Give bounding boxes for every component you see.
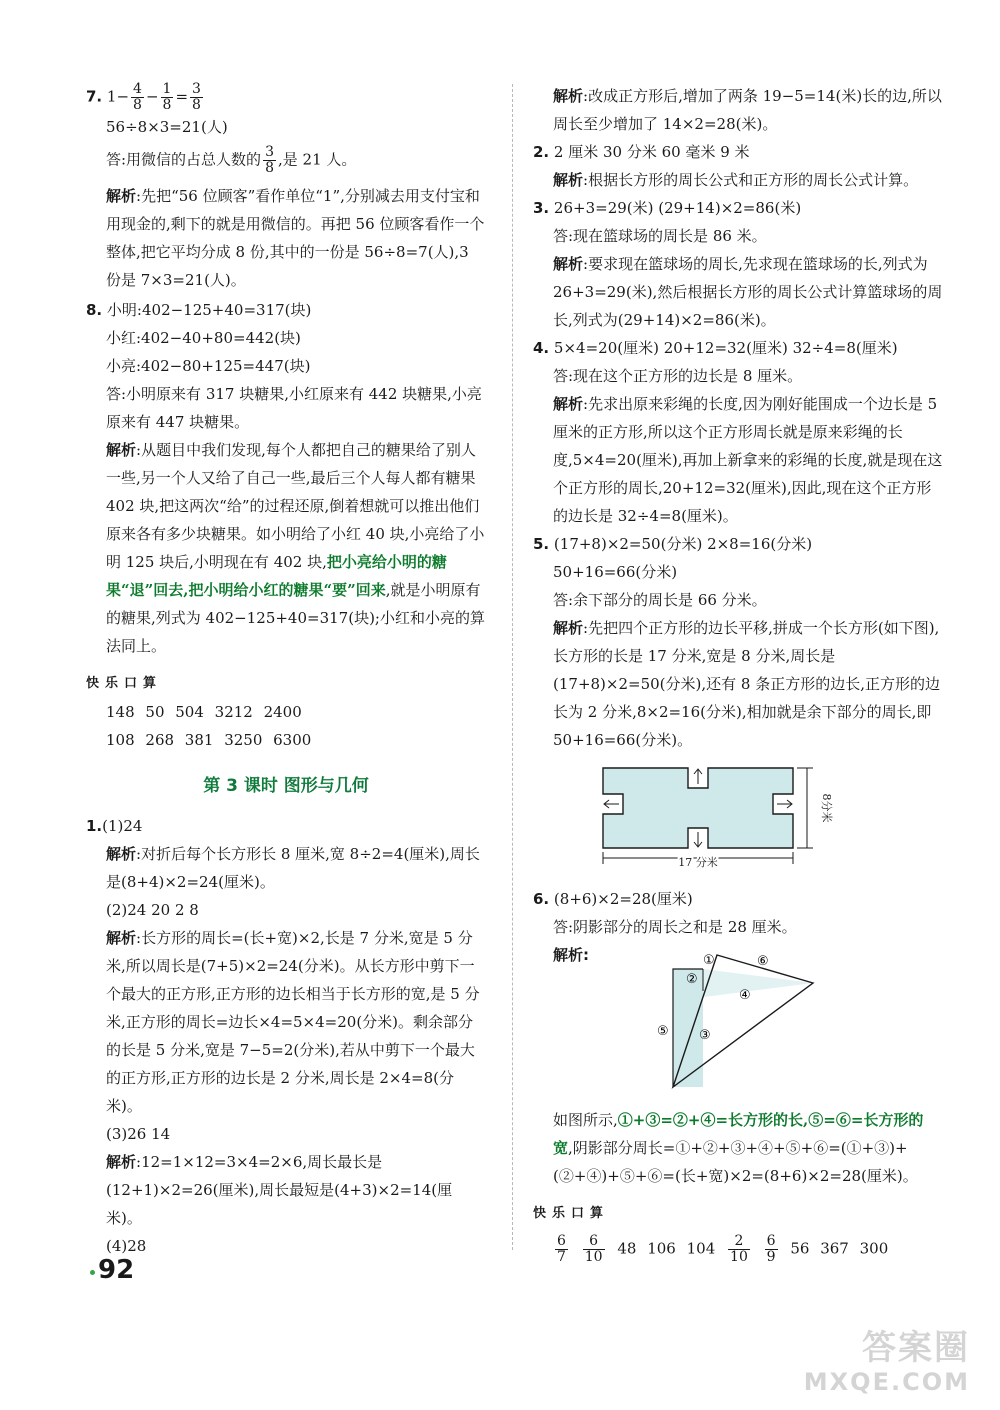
- g1-a3-jiexi-label: 解析: [106, 1153, 137, 1171]
- r2-jiexi-label: 解析: [553, 171, 584, 189]
- frac-top: 6: [766, 1233, 776, 1249]
- g1-a1: (1)24: [102, 817, 143, 835]
- g1-a4: (4)28: [106, 1237, 147, 1255]
- frac-bottom: 9: [766, 1249, 776, 1265]
- r3-number: 3.: [533, 199, 550, 217]
- watermark-url: MXQE.COM: [803, 1368, 970, 1396]
- q7-eq-a: 1−: [106, 87, 130, 106]
- top-jiexi: :改成正方形后,增加了两条 19−5=14(米)长的边,所以周长至少增加了 14×2=28(米)。: [553, 87, 942, 133]
- frac-top: 6: [583, 1234, 605, 1250]
- page-number: 92: [98, 1255, 135, 1285]
- q7-answer-pre: 答:用微信的占总人数的: [106, 150, 262, 169]
- frac-top: 2: [728, 1234, 750, 1250]
- kuaile-frac-3: [728, 1234, 750, 1265]
- r4-jiexi-label: 解析: [553, 395, 584, 413]
- circled-4: ④: [739, 988, 751, 1003]
- g1-a3-jiexi: :12=1×12=3×4=2×6,周长最长是(12+1)×2=26(厘米),周长最短是(4+3)×2=14(厘米)。: [106, 1153, 453, 1227]
- frac-bottom: 8: [133, 97, 142, 113]
- r6-after-post: ,阴影部分周长=①+②+③+④+⑤+⑥=(①+③)+(②+④)+⑤+⑥=(长+宽)×2=(8+6)×2=28(厘米)。: [553, 1139, 918, 1185]
- left-column: [86, 82, 486, 1260]
- q8-answer: 答:小明原来有 317 块糖果,小红原来有 442 块糖果,小亮原来有 447 块糖果。: [106, 385, 482, 431]
- r5-jiexi: :先把四个正方形的边长平移,拼成一个长方形(如下图),长方形的长是 17 分米,宽是 8 分米,周长是(17+8)×2=50(分米),还有 8 条正方形的边长,正方形的边长为 2 分米,8×2=16(分米),相加就是余下部分的周长,即 50+16=66(分米)。: [553, 619, 940, 749]
- r6-number: 6.: [533, 890, 550, 908]
- g1-a2-jiexi-label: 解析: [106, 929, 137, 947]
- watermark-logo: 答案圈: [862, 1328, 970, 1368]
- g1-a3: (3)26 14: [106, 1125, 171, 1143]
- kuaile-n6: 300: [859, 1239, 889, 1258]
- page-dot-icon: [90, 1270, 95, 1275]
- q7-answer-frac: [263, 145, 276, 176]
- q7-line2: 56÷8×3=21(人): [106, 118, 228, 136]
- q8-line3: 小亮:402−80+125=447(块): [106, 357, 311, 375]
- kuaile-n1: 48: [617, 1239, 637, 1258]
- kuaile-row1: 148 50 504 3212 2400: [106, 703, 302, 721]
- r5-figure: [533, 760, 943, 879]
- kuaile-section-left: [86, 670, 486, 754]
- q8-jiexi-highlight: 把小亮给小明的糖果“退”回去,把小明给小红的糖果“要”回来: [106, 553, 447, 599]
- q8-jiexi-a: :从题目中我们发现,每个人都把自己的糖果给了别人一些,另一个人又给了自己一些,最后三个人每人都有糖果 402 块,把这两次“给”的过程还原,倒着想就可以推出他们原来各有多少块糖果。如小明给了小红 40 块,小亮给了小明 125 块后,小明现在有 402 块,: [106, 441, 485, 571]
- r6-figure: [533, 951, 943, 1100]
- r4-answer: 答:现在这个正方形的边长是 8 厘米。: [553, 367, 803, 385]
- kuaile-n5: 367: [820, 1239, 849, 1258]
- r3-text: 26+3=29(米) (29+14)×2=86(米): [553, 199, 802, 217]
- q7-answer-post: ,是 21 人。: [277, 150, 357, 169]
- question-r3: [533, 194, 943, 334]
- q7-frac-3: [190, 82, 203, 113]
- frac-top: 3: [265, 144, 274, 160]
- r2-text: 2 厘米 30 分米 60 毫米 9 米: [553, 143, 750, 161]
- r5-number: 5.: [533, 535, 550, 553]
- frac-bottom: 8: [265, 160, 274, 176]
- q7-number: 7.: [86, 87, 103, 106]
- kuaile-section-right: [533, 1200, 943, 1265]
- r6-jiexi-label: 解析: [553, 946, 584, 964]
- triangle-figure: [653, 951, 833, 1091]
- geometry-question-1: [86, 812, 486, 1260]
- r6-after-highlight: ①+③=②+④=长方形的长,⑤=⑥=长方形的宽: [553, 1111, 924, 1157]
- g1-number: 1.: [86, 817, 103, 835]
- frac-bottom: 10: [730, 1249, 748, 1265]
- g1-a1-jiexi: :对折后每个长方形长 8 厘米,宽 8÷2=4(厘米),周长是(8+4)×2=24(厘米)。: [106, 845, 480, 891]
- frac-bottom: 8: [162, 97, 172, 113]
- circled-2: ②: [686, 972, 698, 987]
- q7-frac-1: [131, 82, 144, 113]
- q8-number: 8.: [86, 301, 103, 319]
- frac-top: 6: [557, 1233, 566, 1249]
- column-divider: [512, 84, 513, 1250]
- height-label: 8分米: [820, 793, 833, 823]
- q8-jiexi-b: ,就是小明原有的糖果,列式为 402−125+40=317(块);小红和小亮的算法同上。: [106, 581, 485, 655]
- r4-text: 5×4=20(厘米) 20+12=32(厘米) 32÷4=8(厘米): [553, 339, 898, 357]
- frac-bottom: 10: [584, 1249, 603, 1265]
- kuaile-row2: 108 268 381 3250 6300: [106, 731, 312, 749]
- question-7: 7. 1− $\frac{4}{8}$ − $\frac{1}{8}$ = $\frac{3}{8}$ 56÷8×3=21(人) 答:用微信的占总人数的 $\frac{3}{8}$ ,是 21 人。 解析:先把“56 位顾客”看作单位“1”,分别减去用支付宝和用现金的,剩下的就是用微信的。再把 56 位顾客看作一个整体,把它平均分成 8 份,其中的一份是 56÷8=7(人),3 份是 7×3=21(人)。: [86, 81, 485, 289]
- r3-jiexi: :要求现在篮球场的周长,先求现在篮球场的长,列式为 26+3=29(米),然后根据长方形的周长公式计算篮球场的周长,列式为(29+14)×2=86(米)。: [553, 255, 943, 329]
- r6-jiexi-colon: :: [583, 946, 590, 964]
- kuaile-frac-1: [555, 1234, 568, 1265]
- kuaile-n2: 106: [647, 1239, 676, 1258]
- q7-frac-2: [161, 82, 174, 113]
- r5-answer: 答:余下部分的周长是 66 分米。: [553, 591, 767, 609]
- r6-text: (8+6)×2=28(厘米): [553, 890, 693, 908]
- circled-1: ①: [703, 953, 715, 968]
- kuaile-n4: 56: [790, 1239, 810, 1258]
- question-r5: [533, 530, 943, 879]
- right-column: [533, 82, 943, 1265]
- question-r4: [533, 334, 943, 530]
- width-label: 17 分米: [678, 856, 718, 869]
- r4-jiexi: :先求出原来彩绳的长度,因为刚好能围成一个边长是 5 厘米的正方形,所以这个正方形周长就是原来彩绳的长度,5×4=20(厘米),再加上新拿来的彩绳的长度,就是现在这个正方形的周长,20+12=32(厘米),因此,现在这个正方形的边长是 32÷4=8(厘米)。: [553, 395, 943, 525]
- q8-line1: 小明:402−125+40=317(块): [106, 301, 312, 319]
- lesson-title: 第 3 课时 图形与几何: [203, 776, 369, 796]
- g1-a1-jiexi-label: 解析: [106, 845, 137, 863]
- question-r6: [533, 885, 943, 1190]
- r4-number: 4.: [533, 339, 550, 357]
- kuaile-title-left: 快乐口算: [86, 676, 163, 691]
- g1-a2-jiexi: :长方形的周长=(长+宽)×2,长是 7 分米,宽是 5 分米,所以周长是(7+5)×2=24(分米)。从长方形中剪下一个最大的正方形,正方形的边长相当于长方形的宽,是 5 分米,正方形的周长=边长×4=5×4=20(分米)。剩余部分的长是 5 分米,宽是 7−5=2(分米),若从中剪下一个最大的正方形,正方形的边长是 2 分米,周长是 2×4=8(分米)。: [106, 929, 480, 1115]
- kuaile-title-right: 快乐口算: [533, 1206, 610, 1221]
- r3-answer: 答:现在篮球场的周长是 86 米。: [553, 227, 767, 245]
- circled-6: ⑥: [757, 954, 769, 969]
- question-r2: [533, 138, 943, 194]
- g1-a2: (2)24 20 2 8: [106, 901, 199, 919]
- q7-jiexi: :先把“56 位顾客”看作单位“1”,分别减去用支付宝和用现金的,剩下的就是用微信的。再把 56 位顾客看作一个整体,把它平均分成 8 份,其中的一份是 56÷8=7(人),3 份是 7×3=21(人)。: [106, 187, 485, 289]
- q7-jiexi-label: 解析: [106, 187, 137, 205]
- kuaile-n3: 104: [686, 1239, 716, 1258]
- frac-bottom: 8: [192, 97, 201, 113]
- q8-jiexi-label: 解析: [106, 441, 137, 459]
- r5-text: (17+8)×2=50(分米) 2×8=16(分米): [553, 535, 813, 553]
- circled-3: ③: [699, 1028, 711, 1043]
- frac-top: 3: [192, 81, 201, 97]
- q8-line2: 小红:402−40+80=442(块): [106, 329, 301, 347]
- r6-answer: 答:阴影部分的周长之和是 28 厘米。: [553, 918, 797, 936]
- r3-jiexi-label: 解析: [553, 255, 584, 273]
- kuaile-frac-2: [583, 1234, 605, 1265]
- rectangle-figure: [593, 760, 853, 870]
- r2-jiexi: :根据长方形的周长公式和正方形的周长公式计算。: [583, 171, 919, 189]
- r2-number: 2.: [533, 143, 550, 161]
- frac-bottom: 7: [557, 1249, 566, 1265]
- question-8: [86, 296, 486, 660]
- kuaile-frac-4: [765, 1234, 778, 1265]
- r5-jiexi-label: 解析: [553, 619, 584, 637]
- frac-top: 4: [133, 81, 142, 97]
- circled-5: ⑤: [657, 1024, 669, 1039]
- r5-line2: 50+16=66(分米): [553, 563, 678, 581]
- top-jiexi-label: 解析: [553, 87, 584, 105]
- r6-after-pre: 如图所示,: [553, 1111, 618, 1129]
- frac-top: 1: [162, 81, 172, 97]
